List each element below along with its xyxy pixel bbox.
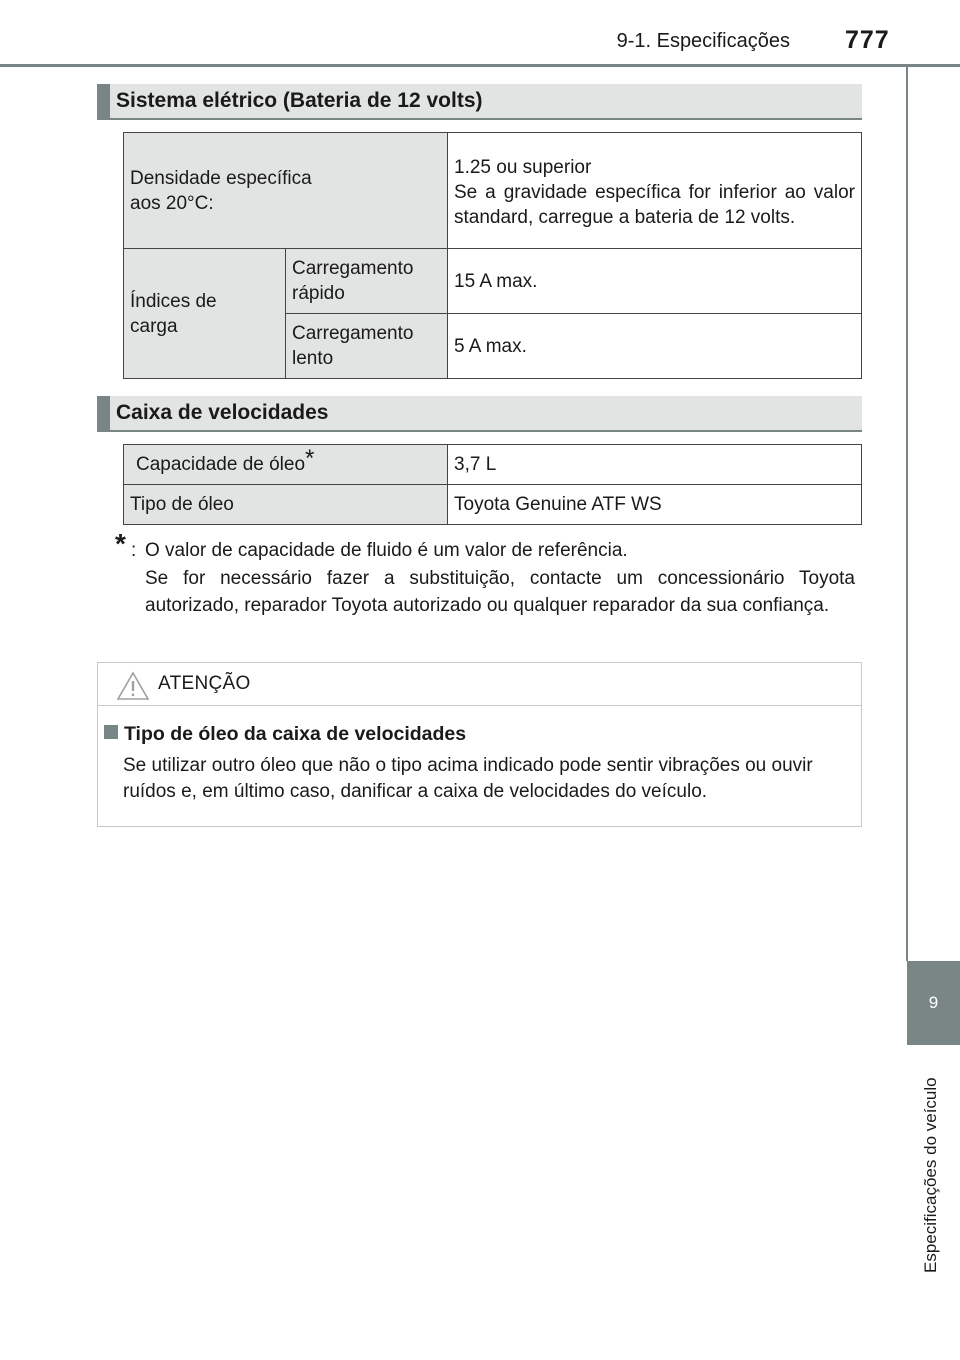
slow-charge-value: 5 A max.: [448, 314, 862, 379]
oil-capacity-label: [124, 445, 448, 485]
footnote: [131, 537, 855, 620]
oil-capacity-value: 3,7 L: [448, 445, 862, 485]
chapter-number: 9: [928, 993, 939, 1012]
caution-heading-text: Tipo de óleo da caixa de velocidades: [124, 723, 467, 745]
transmission-section-title: Caixa de velocidades: [116, 401, 329, 424]
density-value-2: Se a gravidade específica for inferior ao valor standard, carregue a bateria de 12 volts.: [454, 182, 855, 228]
oil-type-value: Toyota Genuine ATF WS: [448, 485, 862, 525]
table-row: [124, 445, 862, 485]
side-rule: [906, 67, 908, 961]
table-row: [124, 249, 862, 314]
caution-box: [97, 662, 862, 827]
density-value: [448, 133, 862, 249]
caution-title-bar: [98, 663, 861, 706]
page-number: 777: [845, 26, 890, 54]
caution-text: Se utilizar outro óleo que não o tipo acima indicado pode sentir vibrações ou ouvir ruídos e, em último caso, danificar a caixa de velocidades do veículo.: [123, 755, 813, 802]
oil-capacity-label-text: Capacidade de óleo: [136, 454, 306, 475]
fast-charge-value: 15 A max.: [448, 249, 862, 314]
caution-title: ATENÇÃO: [158, 673, 251, 694]
table-row: [124, 485, 862, 525]
footnote-asterisk: *: [115, 528, 126, 559]
electrical-section-title: Sistema elétrico (Bateria de 12 volts): [116, 89, 483, 112]
slow-charge-label: Carregamento lento: [286, 314, 448, 379]
warning-triangle-icon: [116, 671, 150, 701]
transmission-table: [123, 444, 862, 525]
caution-heading: [104, 723, 466, 746]
electrical-section-header: [97, 84, 862, 120]
footnote-line-1: O valor de capacidade de fluido é um valor de referência.: [145, 540, 628, 561]
oil-type-label: Tipo de óleo: [124, 485, 448, 525]
oil-capacity-asterisk: *: [305, 444, 315, 472]
header-rule: [0, 64, 960, 67]
fast-charge-label: Carregamento rápido: [286, 249, 448, 314]
footnote-line-2: Se for necessário fazer a substituição, contacte um concessionário Toyota autorizado, reparador Toyota autorizado ou qualquer reparador da sua confiança.: [145, 567, 855, 616]
section-title: 9-1. Especificações: [616, 30, 790, 52]
bullet-square-icon: [104, 725, 118, 739]
electrical-table: [123, 132, 862, 379]
density-value-1: 1.25 ou superior: [454, 157, 592, 178]
chapter-tab[interactable]: [907, 961, 960, 1045]
density-label: Densidade específica aos 20°C:: [124, 133, 448, 249]
chapter-label: Especificações do veículo: [921, 1077, 940, 1273]
footnote-colon: :: [131, 540, 137, 561]
charge-label: Índices de carga: [124, 249, 286, 379]
transmission-section-header: [97, 396, 862, 432]
table-row: [124, 133, 862, 249]
